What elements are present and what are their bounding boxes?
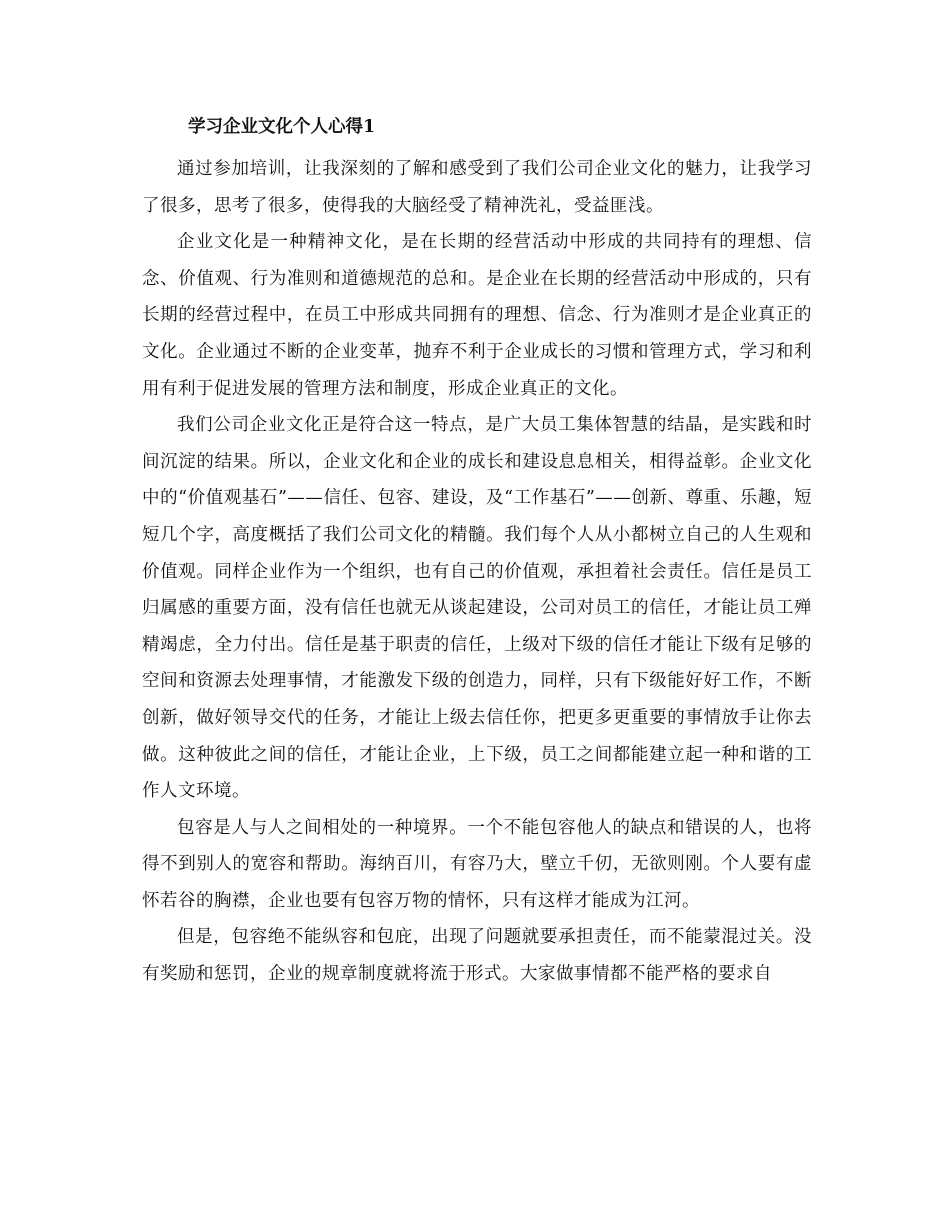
paragraph-tolerance-limits: 但是，包容绝不能纵容和包庇，出现了问题就要承担责任，而不能蒙混过关。没有奖励和惩罚，企业的规章制度就将流于形式。大家做事情都不能严格的要求自 (142, 927, 812, 985)
paragraph-tolerance: 包容是人与人之间相处的一种境界。一个不能包容他人的缺点和错误的人，也将得不到别人的宽容和帮助。海纳百川，有容乃大，壁立千仞，无欲则刚。个人要有虚怀若谷的胸襟，企业也要有包容万物的情怀，只有这样才能成为江河。 (142, 817, 812, 911)
document-title: 学习企业文化个人心得1 (188, 117, 376, 137)
paragraph-company-culture: 我们公司企业文化正是符合这一特点，是广大员工集体智慧的结晶，是实践和时间沉淀的结果。所以，企业文化和企业的成长和建设息息相关，相得益彰。企业文化中的“价值观基石”——信任、包容、建设，及“工作基石”——创新、尊重、乐趣，短短几个字，高度概括了我们公司文化的精髓。我们每个人从小都树立自己的人生观和价值观。同样企业作为一个组织，也有自己的价值观，承担着社会责任。信任是员工归属感的重要方面，没有信任也就无从谈起建设，公司对员工的信任，才能让员工殚精竭虑，全力付出。信任是基于职责的信任，上级对下级的信任才能让下级有足够的空间和资源去处理事情，才能激发下级的创造力，同样，只有下级能好好工作，不断创新，做好领导交代的任务，才能让上级去信任你，把更多更重要的事情放手让你去做。这种彼此之间的信任，才能让企业，上下级，员工之间都能建立起一种和谐的工作人文环境。 (142, 415, 812, 802)
document-page (142, 112, 812, 993)
paragraph-culture-definition: 企业文化是一种精神文化，是在长期的经营活动中形成的共同持有的理想、信念、价值观、行为准则和道德规范的总和。是企业在长期的经营活动中形成的，只有长期的经营过程中，在员工中形成共同拥有的理想、信念、行为准则才是企业真正的文化。企业通过不断的企业变革，抛弃不利于企业成长的习惯和管理方式，学习和利用有利于促进发展的管理方法和制度，形成企业真正的文化。 (142, 232, 812, 399)
paragraph-intro: 通过参加培训，让我深刻的了解和感受到了我们公司企业文化的魅力，让我学习了很多，思考了很多，使得我的大脑经受了精神洗礼，受益匪浅。 (142, 159, 812, 216)
